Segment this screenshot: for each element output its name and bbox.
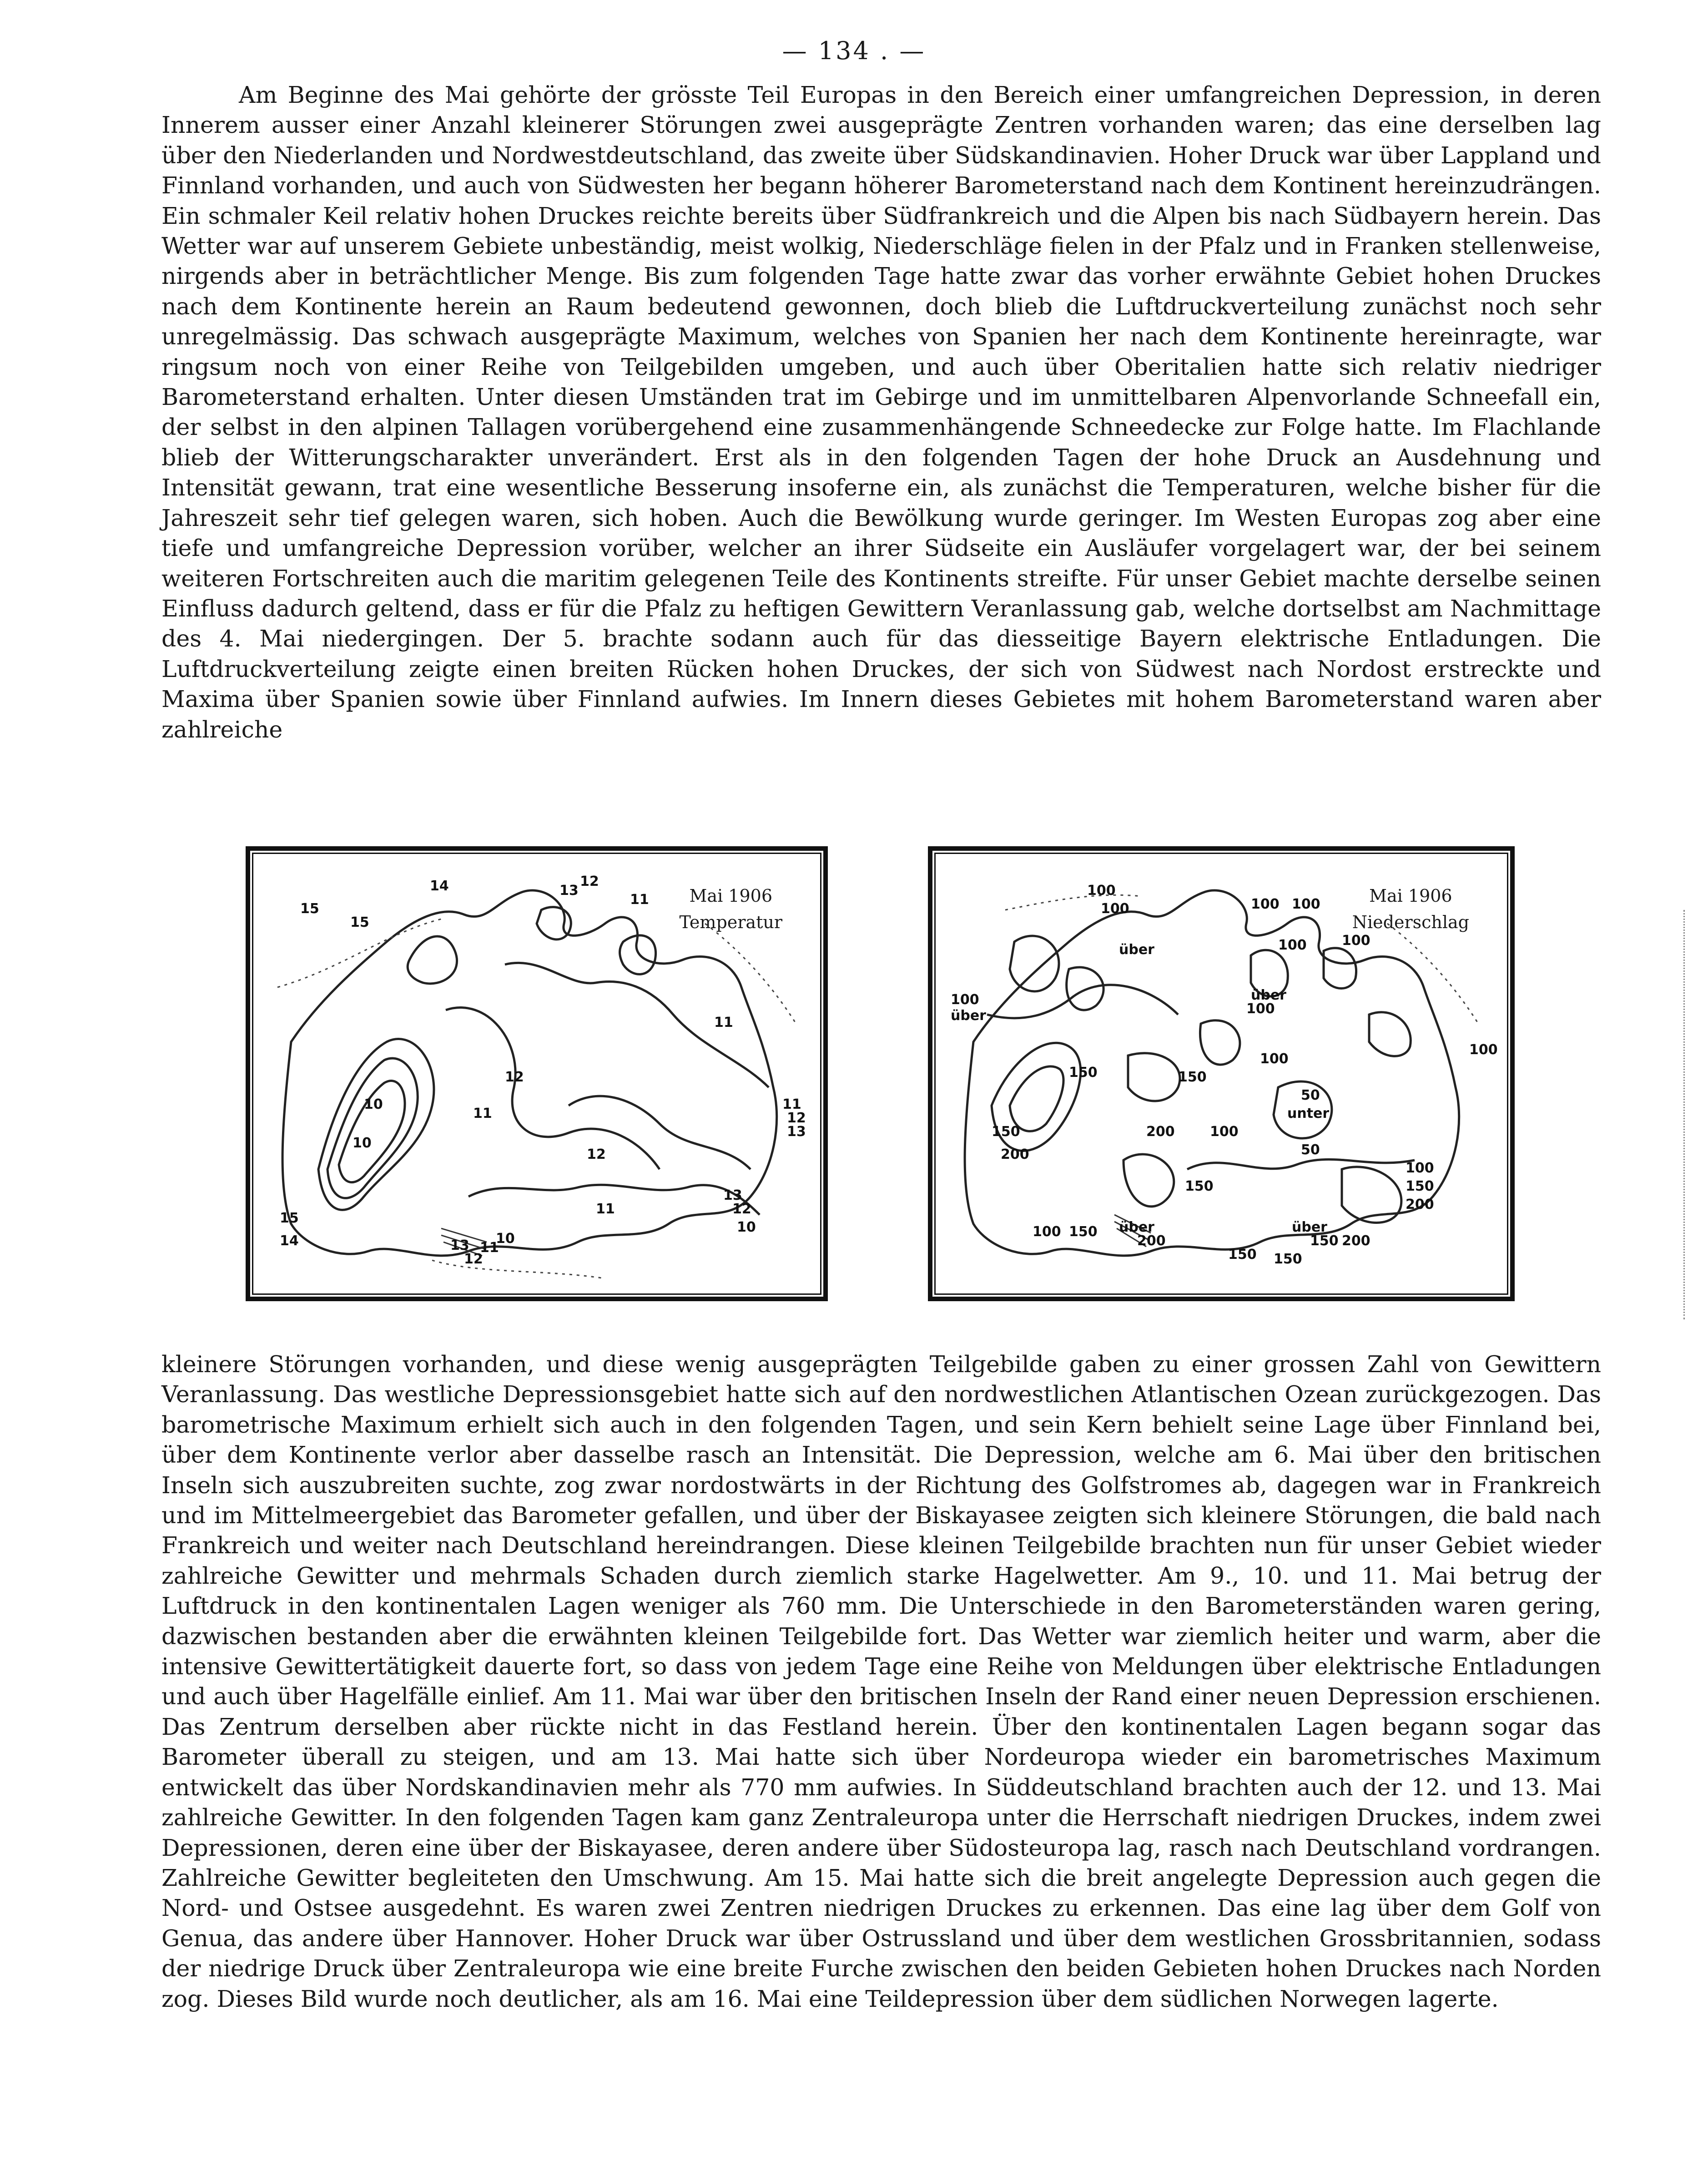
isotherm-label: 10 [364,1096,383,1112]
isotherm-label: 11 [596,1201,615,1217]
isohyet-label: 200 [1406,1197,1434,1212]
isohyet-label: über [1251,987,1286,1003]
precipitation-map-title [1352,883,1469,935]
isohyet-label: 150 [1185,1178,1214,1194]
isohyet-label: über [1292,1219,1327,1235]
isohyet-label: 100 [1087,883,1116,899]
isohyet-label: 150 [992,1124,1020,1140]
isotherm-label: 12 [587,1147,606,1162]
isohyet-label: 150 [1178,1069,1207,1085]
precipitation-map [928,846,1515,1301]
isotherm-label: 10 [353,1135,372,1151]
isotherm-label: 11 [480,1240,499,1256]
isohyet-label: über [951,1008,986,1024]
isotherm-label: 14 [430,878,449,894]
isohyet-label: 100 [1469,1042,1498,1058]
isotherm-label: 15 [350,914,369,930]
isohyet-label: 150 [1310,1233,1339,1249]
isohyet-label: 200 [1342,1233,1370,1249]
isohyet-label: 100 [1292,896,1320,912]
isotherm-label: 11 [782,1096,801,1112]
isotherm-label: 13 [450,1238,469,1253]
isotherm-label: 13 [787,1124,806,1140]
isohyet-label: 200 [1137,1233,1166,1249]
map-title-line-1: Mai 1906 [1369,886,1452,906]
temperature-map [246,846,828,1301]
isohyet-label: 100 [1033,1224,1061,1240]
isohyet-label: 100 [1406,1160,1434,1176]
map-title-line-1: Mai 1906 [689,886,773,906]
isohyet-label: 150 [1069,1065,1098,1081]
isohyet-label: 50 [1301,1087,1320,1103]
scan-edge-artifact [1683,910,1688,1319]
isohyet-label: 150 [1406,1178,1434,1194]
isotherm-label: 15 [300,901,319,917]
isotherm-label: 11 [473,1106,492,1121]
body-paragraph-2: kleinere Störungen vorhanden, und diese wenig ausgeprägten Teilgebilde gaben zu einer grossen Zahl von Gewittern Veranlassung. Das westliche Depressionsgebiet hatte sich auf den nordwestlichen Atlantischen Ozean zurückgezogen. Das barometrische Maximum erhielt sich auch in den folgenden Tagen, und sein Kern behielt seine Lage über Finnland bei, über dem Kontinente verlor aber dasselbe rasch an Intensität. Die Depression, welche am 6. Mai über den britischen Inseln sich auszubreiten suchte, zog zwar nordostwärts in der Richtung des Golfstromes ab, dagegen war in Frankreich und im Mittelmeergebiet das Barometer gefallen, und über der Biskayasee zeigten sich kleinere Störungen, die bald nach Frankreich und weiter nach Deutschland hereindrangen. Diese kleinen Teilgebilde brachten nun für unser Gebiet wieder zahlreiche Gewitter und mehrmals Schaden durch ziemlich starke Hagelwetter. Am 9., 10. und 11. Mai betrug der Luftdruck in den kontinentalen Lagen weniger als 760 mm. Die Unterschiede in den Barometerständen waren gering, dazwischen bestanden aber die erwähnten kleinen Teilgebilde fort. Das Wetter war ziemlich heiter und warm, aber die intensive Gewittertätigkeit dauerte fort, so dass von jedem Tage eine Reihe von Meldungen über elektrische Entladungen und auch über Hagelfälle einlief. Am 11. Mai war über den britischen Inseln der Rand einer neuen Depression erschienen. Das Zentrum derselben aber rückte nicht in das Festland herein. Über den kontinentalen Lagen begann sogar das Barometer überall zu steigen, und am 13. Mai hatte sich über Nordeuropa wieder ein barometrisches Maximum entwickelt das über Nordskandinavien mehr als 770 mm aufwies. In Süddeutschland brachten auch der 12. und 13. Mai zahlreiche Gewitter. In den folgenden Tagen kam ganz Zentraleuropa unter die Herrschaft niedrigen Druckes, indem zwei Depressionen, deren eine über der Biskayasee, deren andere über Südosteuropa lag, rasch nach Deutschland vordrangen. Zahlreiche Gewitter begleiteten den Umschwung. Am 15. Mai hatte sich die breit angelegte Depression auch gegen die Nord- und Ostsee ausgedehnt. Es waren zwei Zentren niedrigen Druckes zu erkennen. Das eine lag über dem Golf von Genua, das andere über Hannover. Hoher Druck war über Ostrussland und über dem westlichen Grossbritannien, sodass der niedrige Druck über Zentraleuropa wie eine breite Furche zwischen den beiden Gebieten hohen Druckes nach Norden zog. Dieses Bild wurde noch deutlicher, als am 16. Mai eine Teildepression über dem südlichen Norwegen lagerte. [161,1351,1601,2012]
isotherm-label: 13 [559,883,579,899]
isohyet-label: 50 [1301,1142,1320,1158]
isohyet-label: 200 [1001,1147,1029,1162]
isotherm-label: 12 [732,1201,751,1217]
map-title-line-2: Niederschlag [1352,912,1469,932]
isohyet-label: 100 [1210,1124,1239,1140]
isotherm-label: 11 [714,1015,733,1030]
isohyet-label: 100 [1251,896,1280,912]
isohyet-label: 100 [1246,1001,1275,1017]
page-number: — 134 . — [782,36,926,65]
isotherm-label: 15 [280,1210,299,1226]
isohyet-label: 100 [1342,933,1370,949]
isotherm-label: 12 [505,1069,524,1085]
isotherm-label: 14 [280,1233,299,1249]
isohyet-label: unter [1287,1106,1330,1121]
isotherm-label: 11 [630,892,649,908]
isotherm-label: 12 [787,1110,806,1126]
isohyet-label: 200 [1146,1124,1175,1140]
isotherm-label: 13 [723,1187,742,1203]
isohyet-label: über [1119,1219,1154,1235]
isotherm-label: 10 [737,1219,756,1235]
isohyet-label: 100 [1278,937,1307,953]
map-title-line-2: Temperatur [679,912,782,932]
isohyet-label: über [1119,942,1154,958]
temperature-map-title [680,883,782,935]
isohyet-label: 150 [1069,1224,1098,1240]
body-paragraph-1: Am Beginne des Mai gehörte der grösste Teil Europas in den Bereich einer umfangreichen Depression, in deren Innerem ausser einer Anzahl kleinerer Störungen zwei ausgeprägte Zentren vorhanden waren; das eine derselben lag über den Niederlanden und Nordwestdeutschland, das zweite über Südskandinavien. Hoher Druck war über Lappland und Finnland vorhanden, und auch von Südwesten her begann höherer Barometerstand nach dem Kontinent hereinzudrängen. Ein schmaler Keil relativ hohen Druckes reichte bereits über Südfrankreich und die Alpen bis nach Südbayern herein. Das Wetter war auf unserem Gebiete unbeständig, meist wolkig, Niederschläge fielen in der Pfalz und in Franken stellenweise, nirgends aber in beträchtlicher Menge. Bis zum folgenden Tage hatte zwar das vorher erwähnte Gebiet hohen Druckes nach dem Kontinente herein an Raum bedeutend gewonnen, doch blieb die Luftdruckverteilung zunächst noch sehr unregelmässig. Das schwach ausgeprägte Maximum, welches von Spanien her nach dem Kontinente hereinragte, war ringsum noch von einer Reihe von Teilgebilden umgeben, und auch über Oberitalien hatte sich relativ niedriger Barometerstand erhalten. Unter diesen Umständen trat im Gebirge und im unmittelbaren Alpenvorlande Schneefall ein, der selbst in den alpinen Tallagen vorübergehend eine zusammenhängende Schneedecke zur Folge hatte. Im Flachlande blieb der Witterungscharakter unverändert. Erst als in den folgenden Tagen der hohe Druck an Ausdehnung und Intensität gewann, trat eine wesentliche Besserung insoferne ein, als zunächst die Temperaturen, welche bisher für die Jahreszeit sehr tief gelegen waren, sich hoben. Auch die Bewölkung wurde geringer. Im Westen Europas zog aber eine tiefe und umfangreiche Depression vorüber, welcher an ihrer Südseite ein Ausläufer vorgelagert war, der bei seinem weiteren Fortschreiten auch die maritim gelegenen Teile des Kontinents streifte. Für unser Gebiet machte derselbe seinen Einfluss dadurch geltend, dass er für die Pfalz zu heftigen Gewittern Veranlassung gab, welche dortselbst am Nachmittage des 4. Mai niedergingen. Der 5. brachte sodann auch für das diesseitige Bayern elektrische Entladungen. Die Luftdruckverteilung zeigte einen breiten Rücken hohen Druckes, der sich von Südwest nach Nordost erstreckte und Maxima über Spanien sowie über Finnland aufwies. Im Innern dieses Gebietes mit hohem Barometerstand waren aber zahlreiche [161,81,1601,743]
isohyet-label: 150 [1228,1247,1257,1263]
isohyet-label: 100 [951,992,979,1008]
isotherm-label: 10 [496,1231,515,1247]
isohyet-label: 100 [1260,1051,1289,1067]
isotherm-label: 12 [464,1251,483,1267]
isohyet-label: 100 [1101,901,1129,917]
isohyet-label: 150 [1274,1251,1302,1267]
isotherm-label: 12 [580,874,599,889]
